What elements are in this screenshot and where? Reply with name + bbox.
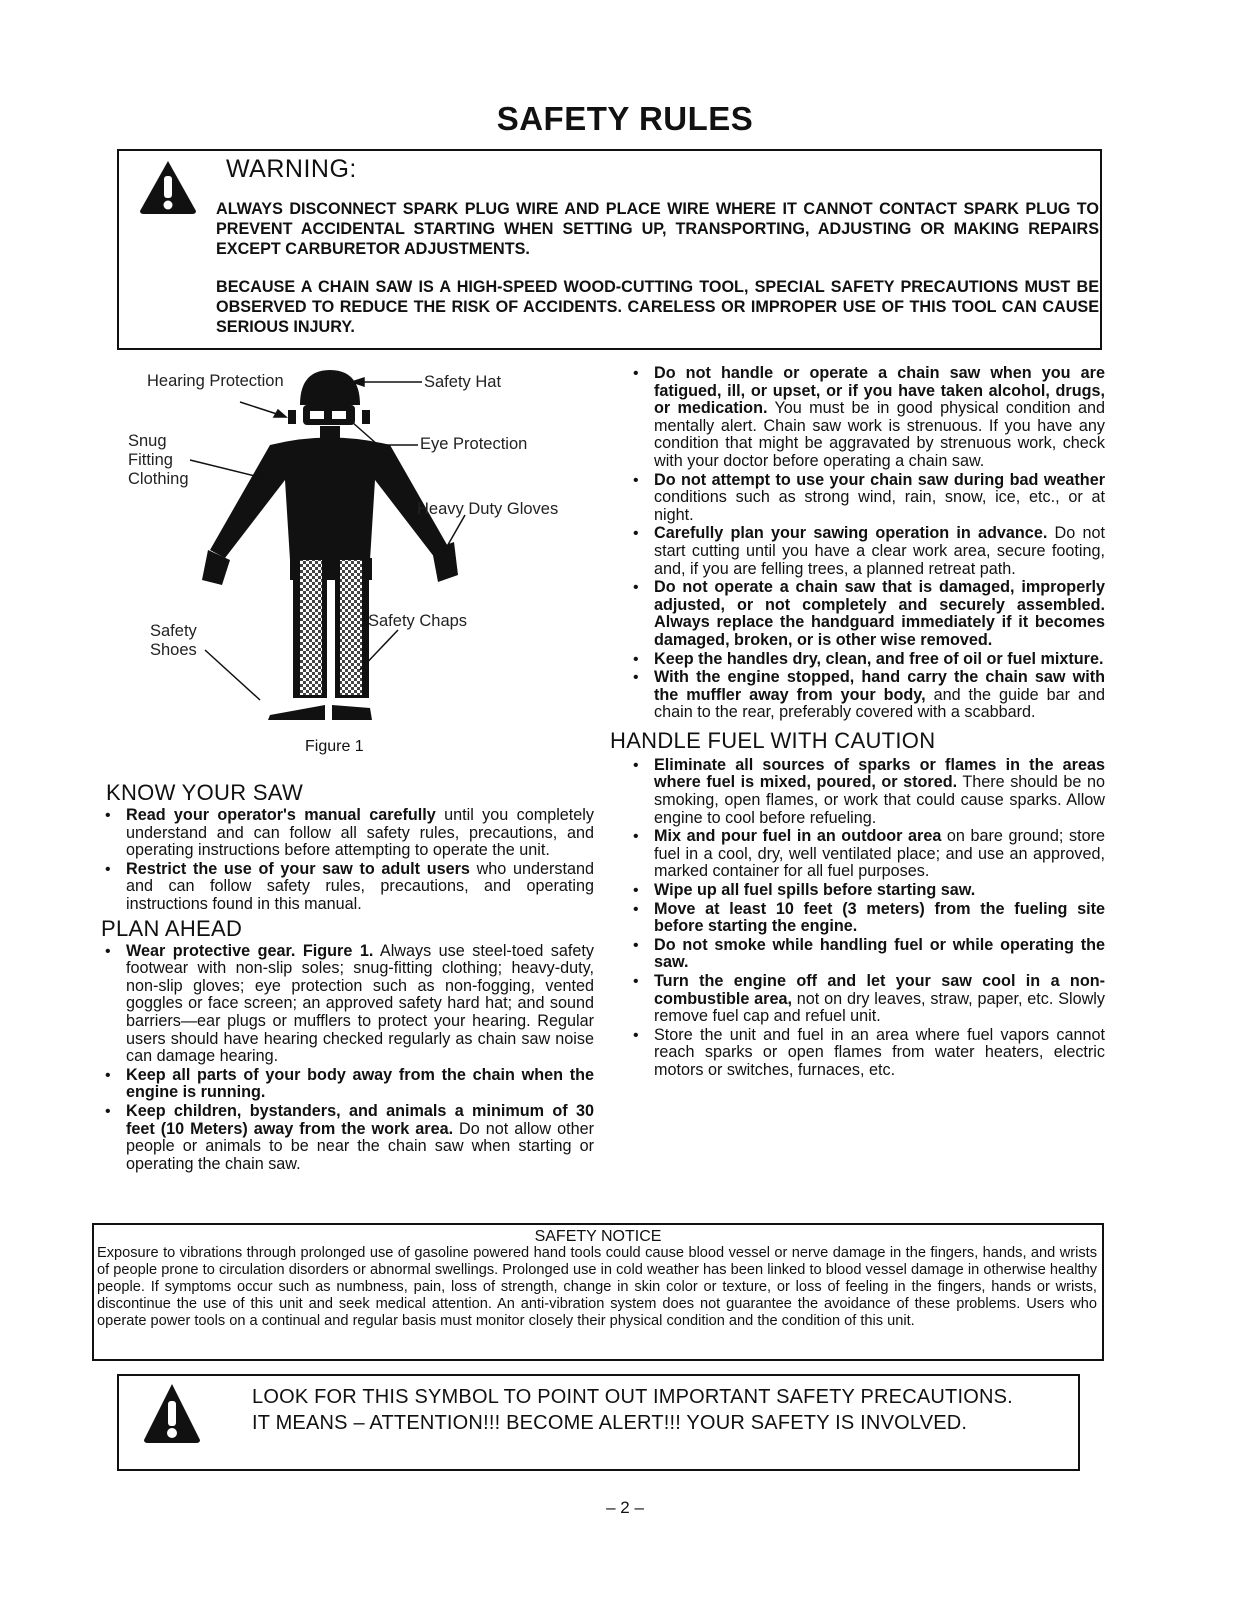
safety-notice-title: SAFETY NOTICE xyxy=(534,1228,662,1245)
page-title: SAFETY RULES xyxy=(496,100,754,137)
list-item-emphasis: Do not attempt to use your chain saw during bad weather xyxy=(654,470,1105,489)
list-item-text: Always use steel-toed safety footwear with non-slip soles; snug-fitting clothing; heavy-duty, non-slip gloves; eye protection such as non-fogging, vented goggles or face screen; an approved safety hard hat; and sound barriers—ear plugs or mufflers to protect your hearing. Regular users should have hearing checked regularly as chain saw noise can damage hearing. xyxy=(126,941,594,1066)
list-item-text: not on dry leaves, straw, paper, etc. Slowly remove fuel cap and refuel unit. xyxy=(654,989,1105,1026)
plan-ahead-list xyxy=(97,943,594,1174)
handle-fuel-heading: HANDLE FUEL WITH CAUTION xyxy=(610,727,936,753)
general-safety-list xyxy=(625,365,1105,722)
list-item-emphasis: Read your operator's manual carefully xyxy=(126,806,436,824)
list-item xyxy=(625,937,1105,972)
list-item-emphasis: Keep children, bystanders, and animals a minimum of 30 feet (10 Meters) away from the work area. xyxy=(126,1101,594,1138)
list-item-text: Do not start cutting until you have a clear work area, secure footing, and, if you are felling trees, a planned retreat path. xyxy=(654,524,1105,578)
list-item-emphasis: Eliminate all sources of sparks or flames in the areas where fuel is mixed, poured, or stored. xyxy=(654,755,1105,792)
list-item-text: on bare ground; store fuel in a cool, dry, well ventilated place; and use an approved, marked container for all fuel purposes. xyxy=(654,827,1105,881)
list-item xyxy=(625,1027,1105,1080)
list-item-emphasis: Keep the handles dry, clean, and free of oil or fuel mixture. xyxy=(654,649,1104,668)
safety-notice-text: Exposure to vibrations through prolonged use of gasoline powered hand tools could cause blood vessel or nerve damage in the fingers, hands, and wrists of people prone to circulation disorders or abnormal swellings. Prolonged use in cold weather has been linked to blood vessel damage in otherwise healthy people. If symptoms occur such as numbness, pain, loss of strength, change in skin color or texture, or loss of feeling in the fingers, hands or wrists, discontinue the use of this unit and seek medical attention. An anti-vibration system does not guarantee the avoidance of these problems. Users who operate power tools on a continual and regular basis must monitor closely their physical condition and the condition of this unit. xyxy=(97,1245,1097,1329)
warning-heading: WARNING: xyxy=(226,155,357,183)
list-item-text: You must be in good physical condition and mentally alert. Chain saw work is strenuous. If you have any condition that might be aggravated by strenuous work, check with your doctor before operating a chain saw. xyxy=(654,399,1105,470)
list-item-text: until you completely understand and can follow all safety rules, precautions, and operating instructions before attempting to operate the unit. xyxy=(126,806,594,860)
label-eye-protection: Eye Protection xyxy=(420,435,528,453)
list-item-emphasis: Mix and pour fuel in an outdoor area xyxy=(654,827,942,846)
label-snug-fitting-clothing: Snug Fitting Clothing xyxy=(128,432,189,488)
warning-paragraph-2: BECAUSE A CHAIN SAW IS A HIGH-SPEED WOOD-CUTTING TOOL, SPECIAL SAFETY PRECAUTIONS MUST BE OBSERVED TO REDUCE THE RISK OF ACCIDENTS. CARELESS OR IMPROPER USE OF THIS TOOL CAN CAUSE SERIOUS INJURY. xyxy=(216,278,1099,336)
list-item xyxy=(625,669,1105,722)
list-item xyxy=(97,807,594,860)
list-item xyxy=(625,525,1105,578)
handle-fuel-list xyxy=(625,757,1105,1080)
list-item xyxy=(625,757,1105,827)
list-item-emphasis: Do not smoke while handling fuel or while operating the saw. xyxy=(654,935,1105,972)
list-item-emphasis: Wipe up all fuel spills before starting saw. xyxy=(654,881,976,900)
plan-ahead-heading: PLAN AHEAD xyxy=(101,915,243,941)
list-item xyxy=(97,1067,594,1102)
list-item-emphasis: Turn the engine off and let your saw cool in a non-combustible area, xyxy=(654,972,1105,1008)
list-item xyxy=(625,882,1105,900)
list-item xyxy=(625,651,1105,669)
safety-shoes-icon xyxy=(268,705,325,720)
label-safety-hat: Safety Hat xyxy=(424,373,502,391)
warning-triangle-icon xyxy=(137,158,199,216)
list-item-emphasis: Do not handle or operate a chain saw when you are fatigued, ill, or upset, or if you have taken alcohol, drugs, or medication. xyxy=(654,364,1105,418)
safety-hat-icon xyxy=(300,370,360,405)
list-item xyxy=(625,901,1105,936)
right-column xyxy=(610,364,1105,1082)
attention-line-2: IT MEANS – ATTENTION!!! BECOME ALERT!!! YOUR SAFETY IS INVOLVED. xyxy=(252,1412,968,1434)
label-heavy-duty-gloves: Heavy Duty Gloves xyxy=(417,500,559,518)
warning-paragraph-1: ALWAYS DISCONNECT SPARK PLUG WIRE AND PLACE WIRE WHERE IT CANNOT CONTACT SPARK PLUG TO PREVENT ACCIDENTAL STARTING WHEN SETTING UP, TRANSPORTING, ADJUSTING OR MAKING REPAIRS EXCEPT CARBURETOR ADJUSTMENTS. xyxy=(216,200,1099,258)
list-item xyxy=(97,861,594,914)
list-item-emphasis: Wear protective gear. Figure 1. xyxy=(126,941,374,960)
list-item-text: Do not allow other people or animals to be near the chain saw when starting or operating the chain saw. xyxy=(126,1119,594,1173)
list-item-text: conditions such as strong wind, rain, snow, ice, etc., or at night. xyxy=(654,488,1105,524)
list-item-text: and the guide bar and chain to the rear, preferably covered with a scabbard. xyxy=(654,685,1105,722)
label-hearing-protection: Hearing Protection xyxy=(147,372,284,390)
warning-triangle-icon xyxy=(141,1381,203,1446)
attention-line-1: LOOK FOR THIS SYMBOL TO POINT OUT IMPORTANT SAFETY PRECAUTIONS. xyxy=(252,1386,1013,1408)
list-item-text: Store the unit and fuel in an area where fuel vapors cannot reach sparks or open flames from water heaters, electric motors or switches, furnaces, etc. xyxy=(654,1025,1105,1079)
protective-gear-illustration xyxy=(120,360,600,760)
list-item-emphasis: With the engine stopped, hand carry the chain saw with the muffler away from your body, xyxy=(654,668,1105,704)
list-item xyxy=(625,472,1105,525)
safety-chaps-icon xyxy=(300,560,322,695)
list-item xyxy=(625,973,1105,1026)
list-item-emphasis: Do not operate a chain saw that is damaged, improperly adjusted, or not completely and securely assembled. Always replace the handguard immediately if it becomes damaged, broken, or is other wise removed. xyxy=(654,578,1105,649)
know-your-saw-list xyxy=(97,807,594,914)
page-number: – 2 – xyxy=(606,1498,644,1517)
list-item xyxy=(97,1103,594,1173)
label-safety-shoes: Safety Shoes xyxy=(150,622,197,659)
list-item-text: There should be no smoking, open flames, or work that could cause sparks. Allow engine to cool before refueling. xyxy=(654,773,1105,827)
label-safety-chaps: Safety Chaps xyxy=(368,612,468,630)
left-column xyxy=(97,780,594,1175)
clothing-icon xyxy=(210,438,450,561)
list-item xyxy=(625,365,1105,471)
list-item-emphasis: Keep all parts of your body away from the chain when the engine is running. xyxy=(126,1065,594,1102)
list-item-emphasis: Move at least 10 feet (3 meters) from the fueling site before starting the engine. xyxy=(654,899,1105,936)
list-item-emphasis: Carefully plan your sawing operation in advance. xyxy=(654,524,1048,543)
list-item xyxy=(625,579,1105,649)
list-item xyxy=(97,943,594,1066)
know-your-saw-heading: KNOW YOUR SAW xyxy=(106,780,304,805)
list-item-text: who understand and can follow safety rules, precautions, and operating instructions found in this manual. xyxy=(126,859,594,913)
figure-caption: Figure 1 xyxy=(305,738,364,755)
list-item xyxy=(625,828,1105,881)
list-item-emphasis: Restrict the use of your saw to adult users xyxy=(126,859,470,878)
attention-text xyxy=(252,1384,1013,1436)
